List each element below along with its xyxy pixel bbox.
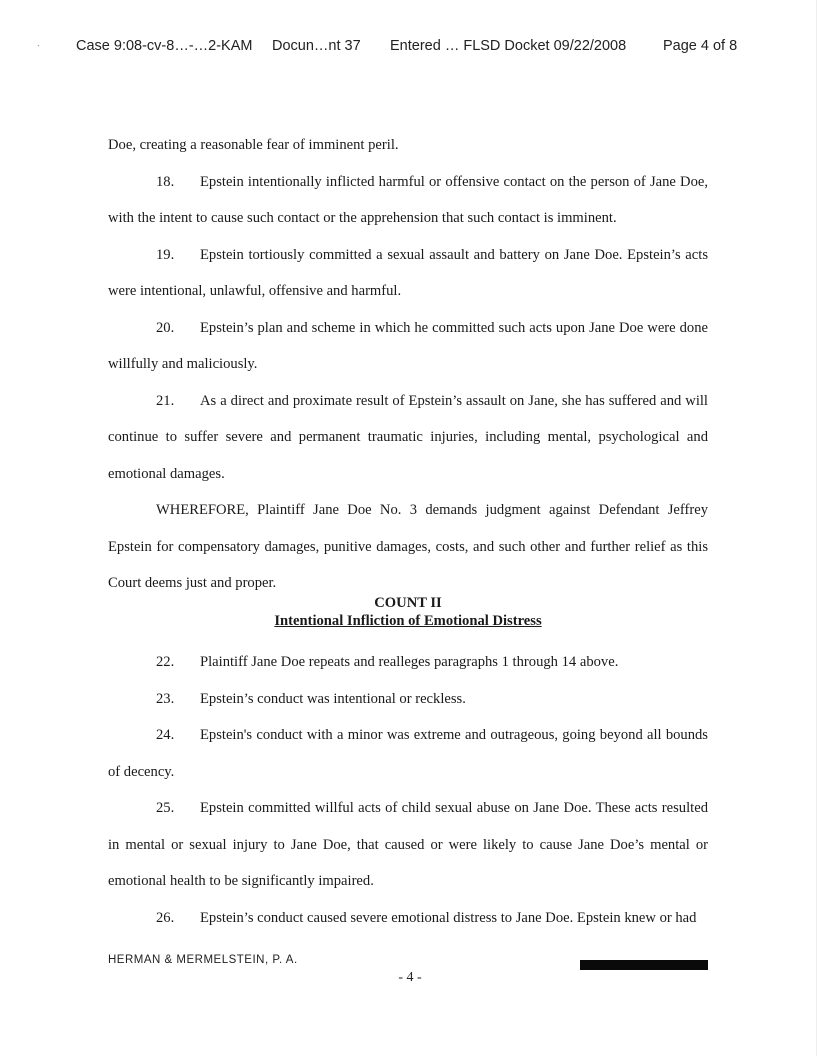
case-number: Case 9:08-cv-8…-…2-KAM: [76, 38, 253, 54]
paragraph-text: Epstein committed willful acts of child sexual abuse on Jane Doe. These acts resulted in mental or sexual injury to Jane Doe, that caused or were likely to cause Jane Doe’s mental or emotional health to be significantly impaired.: [108, 800, 708, 889]
paragraph-26: [108, 900, 708, 937]
paragraph-21: [108, 383, 708, 493]
paragraph-number: 20.: [156, 319, 175, 336]
paragraph-19: [108, 237, 708, 310]
paragraph-20: [108, 310, 708, 383]
paragraph-number: 25.: [156, 800, 175, 816]
paragraph-continuation: Doe, creating a reasonable fear of imminent peril.: [108, 137, 399, 153]
paragraph-text: Epstein intentionally inflicted harmful or offensive contact on the person of Jane Doe, with the intent to cause such contact or the apprehension that such contact is imminent.: [108, 173, 708, 226]
paragraph-number: 23.: [156, 690, 175, 707]
paragraph-text: Plaintiff Jane Doe repeats and realleges paragraphs 1 through 14 above.: [200, 654, 619, 670]
paragraph-text: Epstein tortiously committed a sexual assault and battery on Jane Doe. Epstein’s acts were intentional, unlawful, offensive and harmful.: [108, 246, 708, 299]
scan-mark: `: [37, 44, 40, 54]
paragraph-number: 21.: [156, 392, 175, 409]
document-body: [108, 127, 708, 602]
wherefore-clause: WHEREFORE, Plaintiff Jane Doe No. 3 demands judgment against Defendant Jeffrey Epstein for compensatory damages, punitive damages, costs, and such other and further relief as this Court deems just and proper.: [108, 502, 708, 591]
paragraph-number: 26.: [156, 909, 175, 926]
paragraph-text: Epstein’s conduct was intentional or reckless.: [200, 690, 466, 707]
page-indicator: Page 4 of 8: [663, 38, 738, 54]
paragraph-number: 19.: [156, 246, 175, 263]
paragraph-22: [108, 644, 708, 681]
count-title: COUNT II: [374, 595, 442, 611]
paragraph-text: Epstein’s plan and scheme in which he committed such acts upon Jane Doe were done willfully and maliciously.: [108, 319, 708, 372]
paragraph-23: [108, 681, 708, 718]
redaction-bar: [580, 960, 708, 970]
count-subtitle: Intentional Infliction of Emotional Distress: [274, 613, 542, 629]
paragraph-text: Epstein's conduct with a minor was extreme and outrageous, going beyond all bounds of decency.: [108, 727, 708, 780]
document-number: Docun…nt 37: [272, 38, 361, 54]
docket-entry: Entered … FLSD Docket 09/22/2008: [390, 38, 627, 54]
law-firm-name: HERMAN & MERMELSTEIN, P. A.: [108, 954, 298, 966]
paragraph-25: [108, 790, 708, 900]
page-number: - 4 -: [398, 970, 422, 985]
paragraph-24: [108, 717, 708, 790]
paragraph-number: 22.: [156, 654, 175, 670]
paragraph-18: [108, 164, 708, 237]
count-two-body: [108, 644, 708, 936]
paragraph-number: 18.: [156, 173, 175, 190]
ecf-header: [76, 38, 766, 58]
paragraph-number: 24.: [156, 727, 175, 743]
paragraph-text: Epstein’s conduct caused severe emotional distress to Jane Doe. Epstein knew or had: [200, 909, 697, 926]
paragraph-text: As a direct and proximate result of Epstein’s assault on Jane, she has suffered and will continue to suffer severe and permanent traumatic injuries, including mental, psychological and emotional damages.: [108, 392, 708, 482]
